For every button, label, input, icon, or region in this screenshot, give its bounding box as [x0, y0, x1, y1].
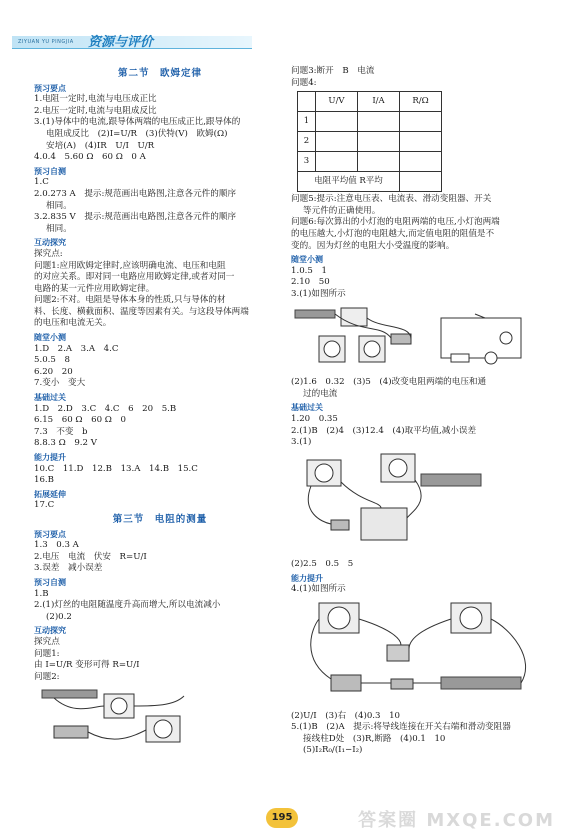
- answer-line: 5.0.5 8: [34, 355, 70, 366]
- answer-line: 问题1:应用欧姆定律时,应该明确电流、电压和电阻: [34, 260, 226, 271]
- subhead-basics: 基础过关: [291, 403, 323, 413]
- answer-line: 的电压和电流无关。: [34, 318, 112, 329]
- answer-line: 3.(1): [291, 437, 312, 448]
- subhead-quiz: 随堂小测: [291, 255, 323, 265]
- answer-line: 2.电压 电流 伏安 R=U/I: [34, 551, 147, 562]
- answer-line: 的对应关系。即对同一电路应用欧姆定律,或者对同一: [34, 272, 235, 283]
- table-cell: [400, 132, 442, 152]
- answer-line: 过的电流: [303, 388, 338, 399]
- answer-line: 4.0.4 5.60 Ω 60 Ω 0 A: [34, 152, 146, 163]
- answer-line: 3.2.835 V 提示:规范画出电路图,注意各元件的顺序: [34, 212, 237, 223]
- answer-line: (2)0.2: [46, 611, 72, 622]
- answer-line: (2)2.5 0.5 5: [291, 559, 354, 570]
- answer-line: 探究点:: [34, 248, 63, 259]
- answer-line: 1.3 0.3 A: [34, 540, 79, 551]
- answer-line: 料、长度、横截面积、温度等因素有关。与这段导体两端: [34, 306, 249, 317]
- table-cell: [316, 112, 358, 132]
- answer-line: 问题6:每次算出的小灯泡的电阻两端的电压,小灯泡两端: [291, 217, 500, 228]
- answer-line: 问题1:: [34, 648, 60, 659]
- page-number: 195: [266, 808, 298, 828]
- answer-line: 安培(A) (4)IR U/I U/R: [46, 140, 155, 151]
- table-cell: [358, 152, 400, 172]
- table-row-index: 2: [298, 132, 316, 152]
- answer-line: 6.20 20: [34, 366, 73, 377]
- table-footer-label: 电阻平均值 R平均: [298, 172, 400, 192]
- left-column: [34, 66, 286, 756]
- subhead-self-test: 预习自测: [34, 577, 66, 587]
- circuit-photo-figure: [34, 686, 286, 753]
- table-row-index: 1: [298, 112, 316, 132]
- answer-line: 2.0.273 A 提示:规范画出电路图,注意各元件的顺序: [34, 188, 237, 199]
- resistance-table: [297, 91, 442, 192]
- answer-line: 相同。: [46, 200, 72, 211]
- answer-line: 问题3:断开 B 电流: [291, 66, 375, 76]
- subhead-self-test: 预习自测: [34, 166, 66, 176]
- answer-line: 5.(1)B (2)A 提示:将导线连接在开关右端和滑动变阻器: [291, 722, 511, 733]
- answer-line: 相同。: [46, 223, 72, 234]
- table-footer-row: [298, 172, 442, 192]
- answer-line: (5)I₂R₀/(I₁−I₂): [303, 745, 363, 756]
- subhead-interactive: 互动探究: [34, 238, 66, 248]
- answer-line: 2.10 50: [291, 277, 330, 288]
- header-title: 资源与评价: [88, 35, 154, 50]
- table-cell: [400, 172, 442, 192]
- answer-line: 10.C 11.D 12.B 13.A 14.B 15.C: [34, 463, 198, 474]
- answer-line: 7.变小 变大: [34, 378, 86, 389]
- answer-line: 17.C: [34, 500, 55, 511]
- circuit-figure-ability: [291, 599, 546, 708]
- table-header-cell: I/A: [358, 92, 400, 112]
- answer-line: 1.电阻一定时,电流与电压成正比: [34, 94, 157, 105]
- answer-line: 2.(1)灯丝的电阻随温度升高而增大,所以电流减小: [34, 600, 221, 611]
- answer-line: 16.B: [34, 475, 54, 486]
- answer-line: 4.(1)如图所示: [291, 584, 346, 595]
- answer-line: 等元件的正确使用。: [303, 205, 381, 216]
- table-row: [298, 112, 442, 132]
- header-pinyin: ZIYUAN YU PINGJIA: [18, 39, 74, 45]
- answer-line: 8.8.3 Ω 9.2 V: [34, 438, 97, 449]
- subhead-quiz: 随堂小测: [34, 333, 66, 343]
- answer-line: (2)1.6 0.32 (3)5 (4)改变电阻两端的电压和通: [291, 377, 487, 388]
- subhead-interactive: 互动探究: [34, 626, 66, 636]
- subhead-extension: 拓展延伸: [34, 489, 66, 499]
- table-cell: [316, 132, 358, 152]
- table-cell: [358, 112, 400, 132]
- answer-line: 探究点: [34, 636, 60, 647]
- answer-line: 问题5:提示:注意电压表、电流表、滑动变阻器、开关: [291, 194, 492, 205]
- answer-line: 1.C: [34, 177, 49, 188]
- answer-line: 电路的某一元件应用欧姆定律。: [34, 283, 155, 294]
- answer-line: 1.0.5 1: [291, 265, 327, 276]
- answer-line: 1.D 2.D 3.C 4.C 6 20 5.B: [34, 403, 177, 414]
- answer-line: (2)U/I (3)右 (4)0.3 10: [291, 710, 401, 721]
- answer-line: 接线柱D处 (3)R,断路 (4)0.1 10: [303, 733, 446, 744]
- answer-line: 7.3 不变 b: [34, 426, 88, 437]
- answer-line: 3.(1)导体中的电流,跟导体两端的电压成正比,跟导体的: [34, 117, 241, 128]
- answer-line: 2.(1)B (2)4 (3)12.4 (4)取平均值,减小误差: [291, 425, 477, 436]
- table-cell: [400, 152, 442, 172]
- page-header: [12, 30, 252, 50]
- table-header-cell: U/V: [316, 92, 358, 112]
- answer-line: 1.B: [34, 588, 49, 599]
- answer-line: 的电压越大,小灯泡的电阻越大,而定值电阻的阻值是不: [291, 228, 495, 239]
- subhead-ability: 能力提升: [34, 453, 66, 462]
- section-title-ohms-law: 第二节 欧姆定律: [117, 68, 202, 79]
- subhead-preview: 预习要点: [34, 83, 66, 93]
- right-column: [291, 66, 546, 757]
- answer-line: 2.电压一定时,电流与电阻成反比: [34, 105, 157, 116]
- answer-line: 变的。因为灯丝的电阻大小受温度的影响。: [291, 240, 455, 251]
- subhead-basics: 基础过关: [34, 393, 66, 403]
- watermark: 答案圈 MXQE.COM: [358, 810, 555, 831]
- answer-line: 3.(1)如图所示: [291, 288, 346, 299]
- answer-line: 问题4:: [291, 77, 317, 88]
- answer-line: 1.20 0.35: [291, 413, 338, 424]
- table-header-cell: [298, 92, 316, 112]
- circuit-figure-basics: [291, 452, 546, 557]
- answer-line: 电阻成反比 (2)I=U/R (3)伏特(V) 欧姆(Ω): [46, 128, 228, 139]
- formula-line: 由 I=U/R 变形可得 R=U/I: [34, 660, 140, 671]
- table-row: [298, 132, 442, 152]
- table-cell: [316, 152, 358, 172]
- answer-line: 1.D 2.A 3.A 4.C: [34, 343, 119, 354]
- table-header-row: [298, 92, 442, 112]
- subhead-ability: 能力提升: [291, 573, 323, 583]
- table-row: [298, 152, 442, 172]
- answer-line: 3.误差 减小误差: [34, 563, 103, 574]
- subhead-preview: 预习要点: [34, 529, 66, 539]
- table-cell: [400, 112, 442, 132]
- answer-line: 6.15 60 Ω 60 Ω 0: [34, 415, 126, 426]
- answer-line: 问题2:: [34, 671, 60, 682]
- circuit-figure-quiz: [291, 304, 546, 375]
- table-header-cell: R/Ω: [400, 92, 442, 112]
- answer-line: 问题2:不对。电阻是导体本身的性质,只与导体的材: [34, 295, 226, 306]
- section-title-resistance-measure: 第三节 电阻的测量: [112, 513, 208, 525]
- table-row-index: 3: [298, 152, 316, 172]
- table-cell: [358, 132, 400, 152]
